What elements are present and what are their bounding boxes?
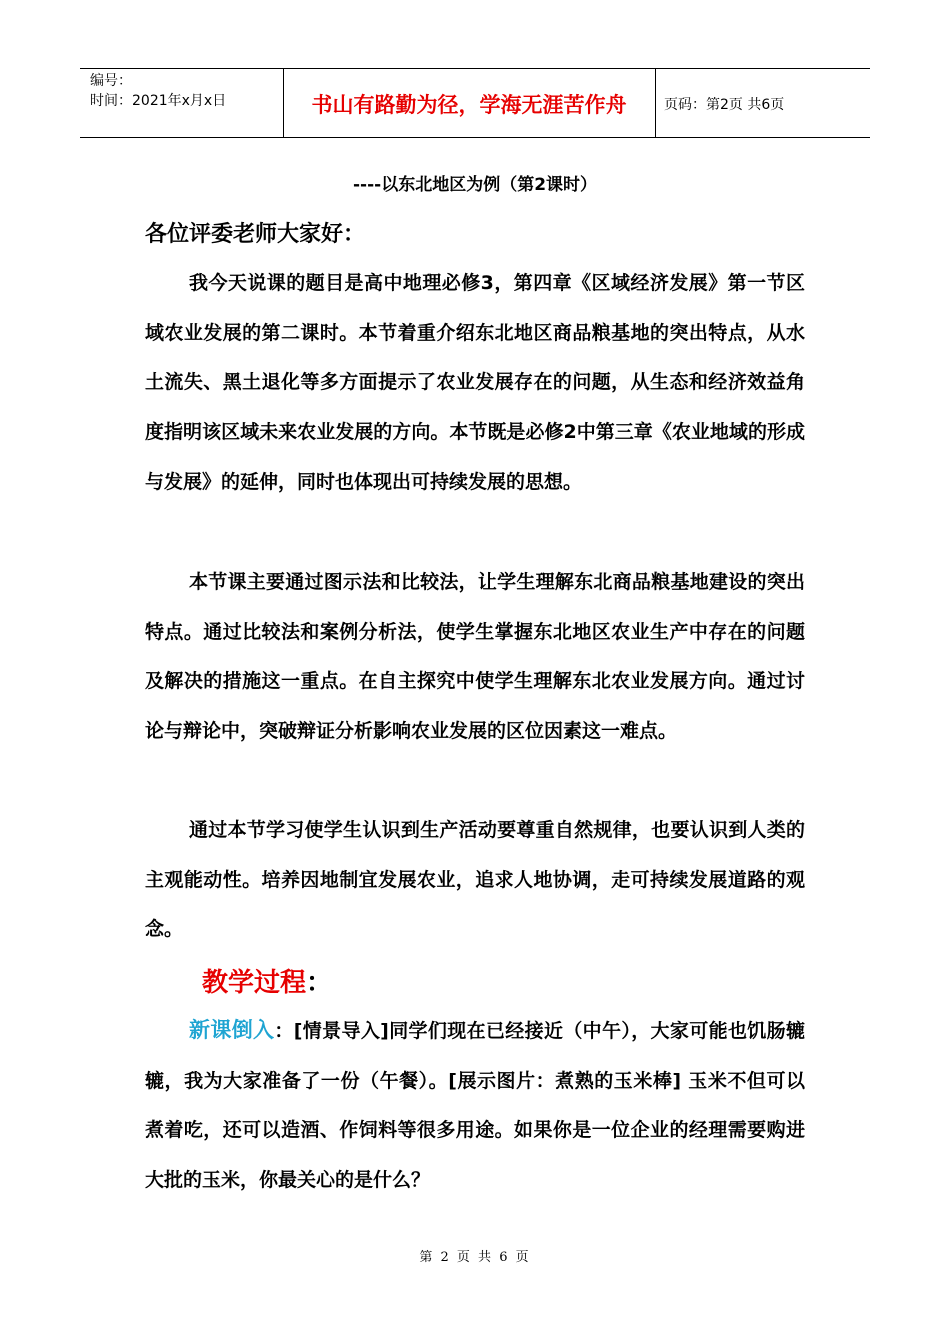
paragraph-methods: 本节课主要通过图示法和比较法，让学生理解东北商品粮基地建设的突出特点。通过比较法和案例分析法，使学生掌握东北地区农业生产中存在的问题及解决的措施这一重点。在自主探究中使学生理解东北农业发展方向。通过讨论与辩论中，突破辩证分析影响农业发展的区位因素这一难点。	[145, 571, 805, 743]
header-motto: 书山有路勤为径，学海无涯苦作舟	[311, 93, 627, 117]
section-colon: ：	[306, 968, 333, 998]
page-footer: 第 2 页 共 6 页	[419, 1250, 531, 1265]
section-title: 教学过程	[202, 968, 307, 998]
intro-text: ：[情景导入]同学们现在已经接近（中午），大家可能也饥肠辘辘，我为大家准备了一份（午餐）。[展示图片：煮熟的玉米棒] 玉米不但可以煮着吃，还可以造酒、作饲料等很多用途。如果你是一位企业的经理需要购进大批的玉米，你最关心的是什么？	[145, 1020, 805, 1192]
greeting: 各位评委老师大家好：	[145, 222, 366, 247]
header-page-info: 页码：第2页 共6页	[664, 97, 785, 113]
paragraph-overview: 我今天说课的题目是高中地理必修3，第四章《区域经济发展》第一节区域农业发展的第二课时。本节着重介绍东北地区商品粮基地的突出特点，从水土流失、黑土退化等多方面提示了农业发展存在的问题，从生态和经济效益角度指明该区域未来农业发展的方向。本节既是必修2中第三章《农业地域的形成与发展》的延伸，同时也体现出可持续发展的思想。	[145, 272, 805, 493]
header-meta	[90, 71, 226, 111]
paragraph-goals: 通过本节学习使学生认识到生产活动要尊重自然规律，也要认识到人类的主观能动性。培养因地制宜发展农业，追求人地协调，走可持续发展道路的观念。	[145, 819, 805, 941]
document-header	[80, 68, 870, 138]
intro-label: 新课倒入	[189, 1018, 275, 1042]
header-number-label: 编号：	[90, 73, 132, 89]
header-time-label: 时间：2021年x月x日	[90, 93, 227, 109]
header-divider	[655, 69, 656, 137]
lesson-subtitle: ----以东北地区为例（第2课时）	[352, 175, 598, 195]
paragraph-intro	[145, 1006, 805, 1206]
section-heading	[202, 962, 332, 999]
